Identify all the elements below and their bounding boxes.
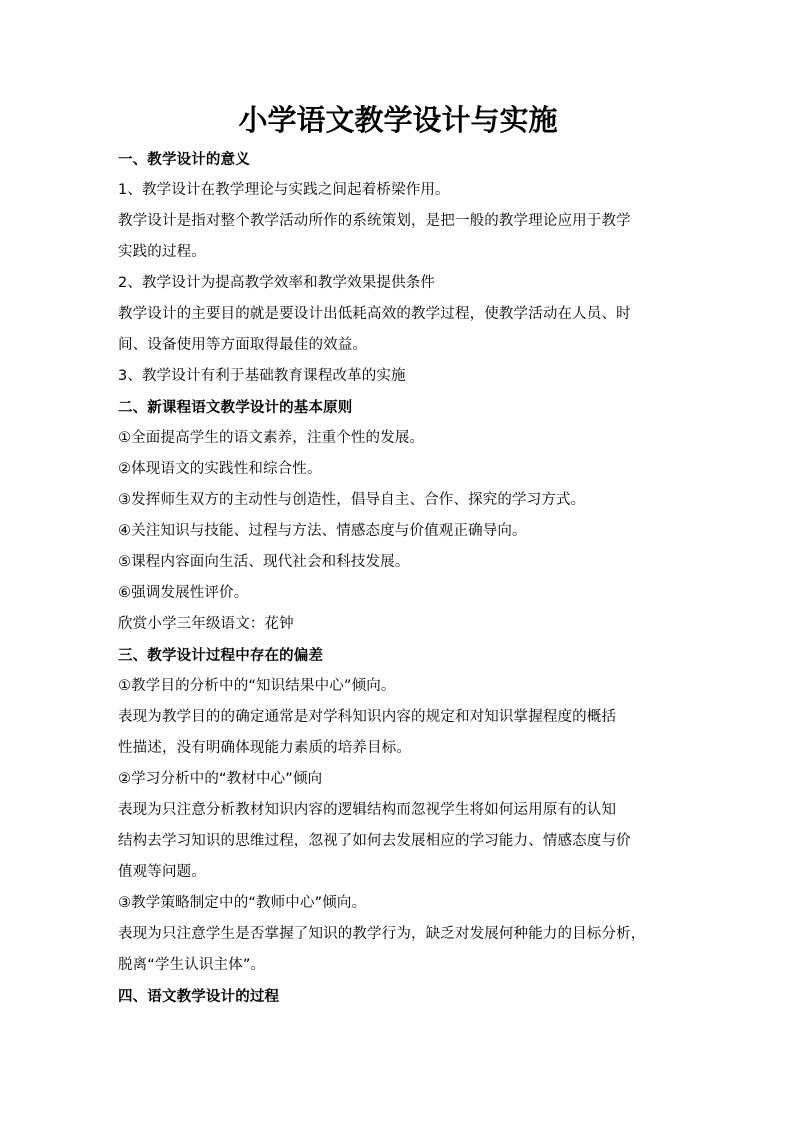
- paragraph-line: 2、教学设计为提高教学效率和教学效果提供条件: [118, 275, 436, 291]
- document-page: [118, 96, 678, 1012]
- paragraph-line: 1、教学设计在教学理论与实践之间起着桥梁作用。: [118, 182, 450, 198]
- paragraph-line: ⑤课程内容面向生活、现代社会和科技发展。: [118, 554, 410, 570]
- paragraph-line: 实践的过程。: [118, 244, 206, 260]
- paragraph-line: ②体现语文的实践性和综合性。: [118, 461, 322, 477]
- paragraph-line: ①全面提高学生的语文素养，注重个性的发展。: [118, 430, 425, 446]
- paragraph-line: 欣赏小学三年级语文：花钟: [118, 616, 294, 632]
- section-heading: 二、新课程语文教学设计的基本原则: [118, 399, 353, 416]
- paragraph-line: 教学设计是指对整个教学活动所作的系统策划，是把一般的教学理论应用于教学: [118, 213, 631, 229]
- paragraph-line: 脱离“学生认识主体”。: [118, 957, 266, 973]
- section-heading: 一、教学设计的意义: [118, 151, 250, 168]
- paragraph-line: ③发挥师生双方的主动性与创造性，倡导自主、合作、探究的学习方式。: [118, 492, 586, 508]
- paragraph-line: ①教学目的分析中的“知识结果中心”倾向。: [118, 678, 396, 694]
- paragraph-line: 值观等问题。: [118, 864, 206, 880]
- document-title: 小学语文教学设计与实施: [238, 103, 558, 137]
- paragraph-line: 表现为只注意学生是否掌握了知识的教学行为，缺乏对发展何种能力的目标分析，: [118, 926, 646, 942]
- paragraph-line: 表现为教学目的的确定通常是对学科知识内容的规定和对知识掌握程度的概括: [118, 709, 617, 725]
- section-heading: 三、教学设计过程中存在的偏差: [118, 647, 324, 664]
- document-body: [118, 144, 678, 1012]
- paragraph-line: 性描述，没有明确体现能力素质的培养目标。: [118, 740, 411, 756]
- paragraph-line: 教学设计的主要目的就是要设计出低耗高效的教学过程，使教学活动在人员、时: [118, 306, 631, 322]
- paragraph-line: ④关注知识与技能、过程与方法、情感态度与价值观正确导向。: [118, 523, 527, 539]
- paragraph-line: 3、教学设计有利于基础教育课程改革的实施: [118, 368, 406, 384]
- paragraph-line: 间、设备使用等方面取得最佳的效益。: [118, 337, 368, 353]
- paragraph-line: ⑥强调发展性评价。: [118, 585, 249, 601]
- paragraph-line: 结构去学习知识的思维过程，忽视了如何去发展相应的学习能力、情感态度与价: [118, 833, 631, 849]
- section-heading: 四、语文教学设计的过程: [118, 988, 280, 1005]
- paragraph-line: ②学习分析中的“教材中心”倾向: [118, 771, 323, 787]
- paragraph-line: 表现为只注意分析教材知识内容的逻辑结构而忽视学生将如何运用原有的认知: [118, 802, 617, 818]
- paragraph-line: ③教学策略制定中的“教师中心”倾向。: [118, 895, 367, 911]
